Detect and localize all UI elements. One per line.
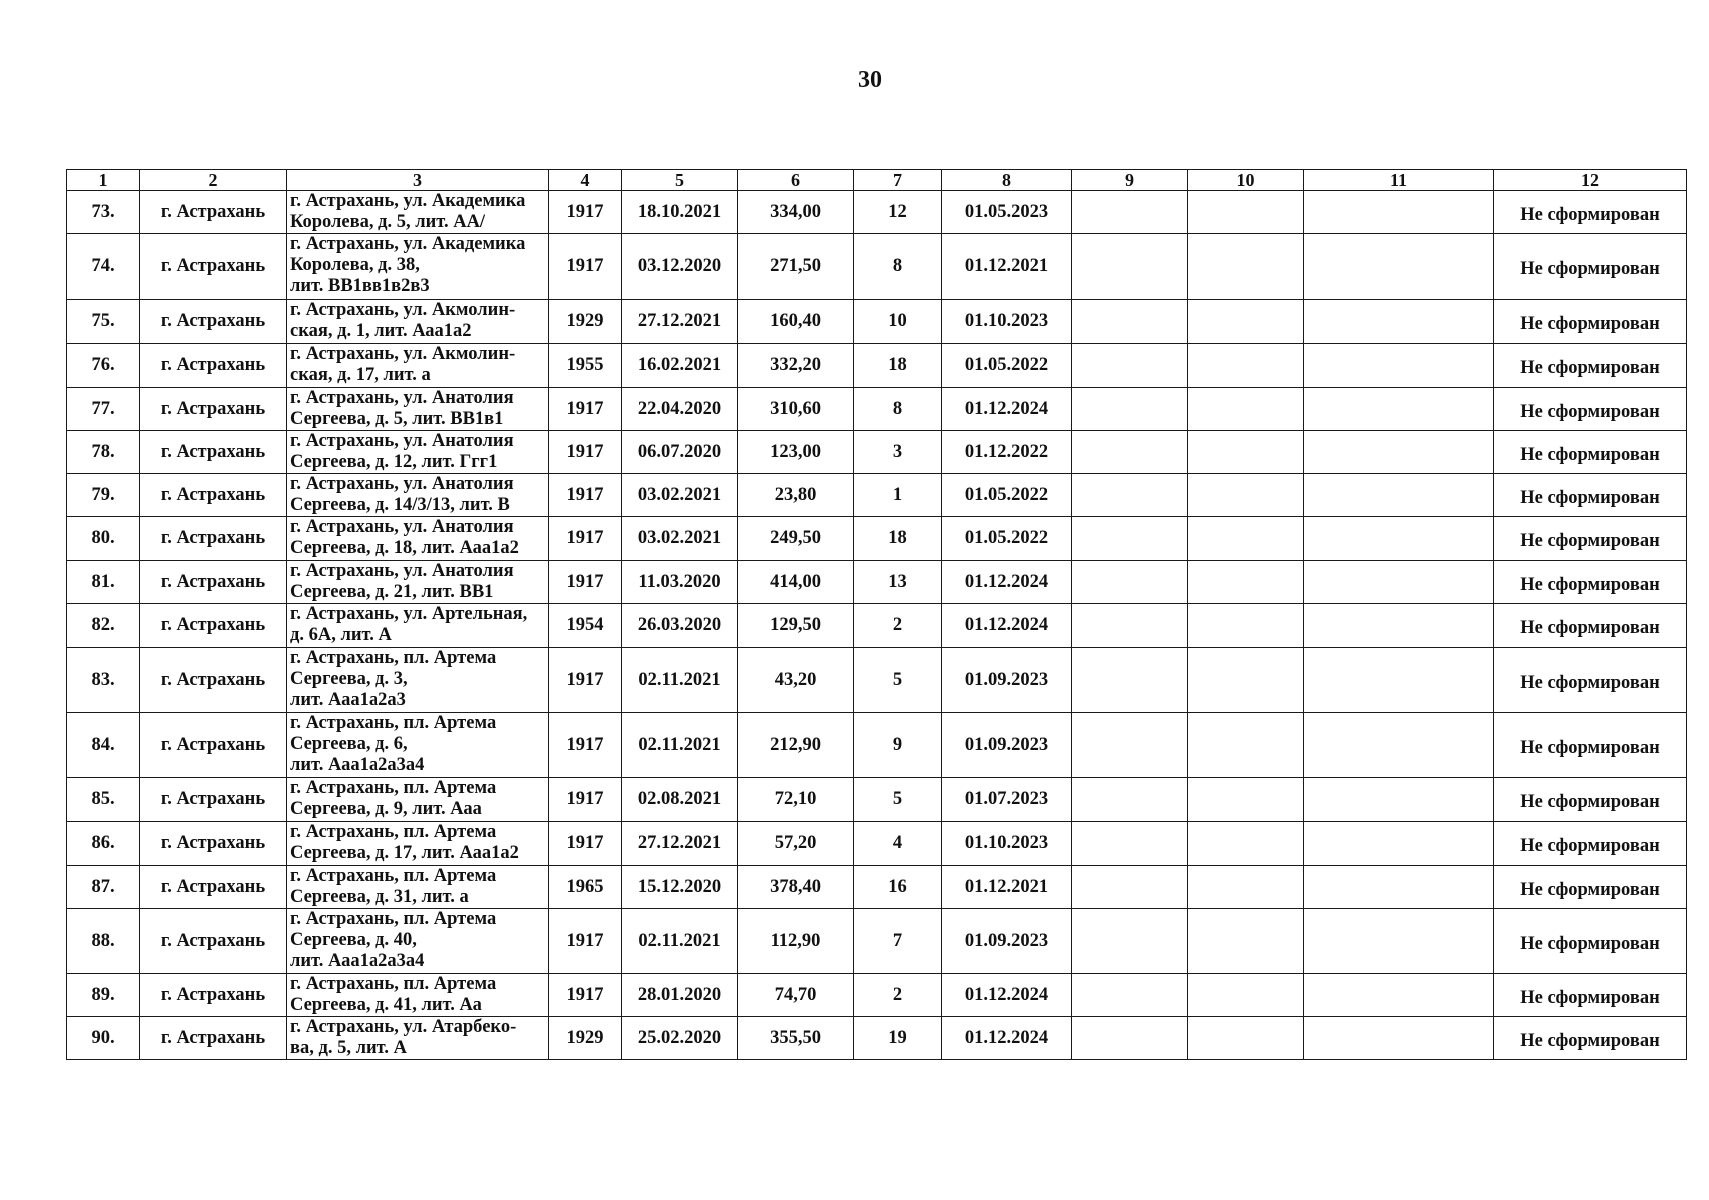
year-cell: 1917	[549, 778, 622, 822]
status-cell: Не сформирован	[1494, 1017, 1687, 1060]
address-cell: г. Астрахань, ул. Акмолин- ская, д. 1, лит. Ааа1а2	[287, 300, 549, 344]
city-cell: г. Астрахань	[140, 909, 287, 974]
area-cell: 378,40	[738, 866, 854, 909]
address-cell: г. Астрахань, пл. Артема Сергеева, д. 6, лит. Ааа1а2а3а4	[287, 713, 549, 778]
date-cell: 03.02.2021	[622, 517, 738, 561]
area-cell: 355,50	[738, 1017, 854, 1060]
column-11-cell	[1304, 561, 1494, 604]
address-cell: г. Астрахань, ул. Анатолия Сергеева, д. 18, лит. Ааа1а2	[287, 517, 549, 561]
row-number: 74.	[67, 234, 140, 300]
column-10-cell	[1188, 713, 1304, 778]
column-9-cell	[1072, 561, 1188, 604]
year-cell: 1917	[549, 234, 622, 300]
deadline-cell: 01.12.2024	[942, 561, 1072, 604]
address-cell: г. Астрахань, ул. Акмолин- ская, д. 17, лит. а	[287, 344, 549, 388]
column-9-cell	[1072, 344, 1188, 388]
column-9-cell	[1072, 517, 1188, 561]
table-row	[67, 388, 1687, 431]
city-cell: г. Астрахань	[140, 974, 287, 1017]
row-number: 88.	[67, 909, 140, 974]
row-number: 87.	[67, 866, 140, 909]
column-10-cell	[1188, 604, 1304, 648]
table-row	[67, 974, 1687, 1017]
column-10-cell	[1188, 778, 1304, 822]
status-cell: Не сформирован	[1494, 974, 1687, 1017]
date-cell: 02.11.2021	[622, 648, 738, 713]
address-cell: г. Астрахань, ул. Анатолия Сергеева, д. 14/3/13, лит. В	[287, 474, 549, 517]
date-cell: 28.01.2020	[622, 974, 738, 1017]
year-cell: 1917	[549, 909, 622, 974]
city-cell: г. Астрахань	[140, 561, 287, 604]
column-10-cell	[1188, 561, 1304, 604]
city-cell: г. Астрахань	[140, 191, 287, 234]
address-cell: г. Астрахань, пл. Артема Сергеева, д. 3, лит. Ааа1а2а3	[287, 648, 549, 713]
table-row	[67, 300, 1687, 344]
city-cell: г. Астрахань	[140, 388, 287, 431]
column-10-cell	[1188, 648, 1304, 713]
column-11-cell	[1304, 234, 1494, 300]
city-cell: г. Астрахань	[140, 344, 287, 388]
status-cell: Не сформирован	[1494, 866, 1687, 909]
column-10-cell	[1188, 234, 1304, 300]
area-cell: 129,50	[738, 604, 854, 648]
year-cell: 1917	[549, 974, 622, 1017]
deadline-cell: 01.12.2022	[942, 431, 1072, 474]
status-cell: Не сформирован	[1494, 604, 1687, 648]
row-number: 81.	[67, 561, 140, 604]
row-number: 89.	[67, 974, 140, 1017]
count-cell: 10	[854, 300, 942, 344]
column-9-cell	[1072, 713, 1188, 778]
status-cell: Не сформирован	[1494, 713, 1687, 778]
registry-body	[67, 191, 1687, 1060]
city-cell: г. Астрахань	[140, 866, 287, 909]
deadline-cell: 01.12.2024	[942, 974, 1072, 1017]
row-number: 84.	[67, 713, 140, 778]
date-cell: 02.11.2021	[622, 909, 738, 974]
column-9-cell	[1072, 822, 1188, 866]
table-row	[67, 778, 1687, 822]
date-cell: 16.02.2021	[622, 344, 738, 388]
date-cell: 03.12.2020	[622, 234, 738, 300]
city-cell: г. Астрахань	[140, 474, 287, 517]
column-header: 11	[1304, 170, 1494, 191]
address-cell: г. Астрахань, ул. Артельная, д. 6А, лит. А	[287, 604, 549, 648]
column-header: 12	[1494, 170, 1687, 191]
table-row	[67, 822, 1687, 866]
deadline-cell: 01.05.2022	[942, 474, 1072, 517]
row-number: 80.	[67, 517, 140, 561]
count-cell: 12	[854, 191, 942, 234]
city-cell: г. Астрахань	[140, 300, 287, 344]
date-cell: 02.08.2021	[622, 778, 738, 822]
count-cell: 13	[854, 561, 942, 604]
address-cell: г. Астрахань, ул. Атарбеко- ва, д. 5, лит. А	[287, 1017, 549, 1060]
row-number: 76.	[67, 344, 140, 388]
column-11-cell	[1304, 909, 1494, 974]
year-cell: 1965	[549, 866, 622, 909]
deadline-cell: 01.12.2021	[942, 234, 1072, 300]
deadline-cell: 01.12.2024	[942, 1017, 1072, 1060]
date-cell: 18.10.2021	[622, 191, 738, 234]
year-cell: 1917	[549, 191, 622, 234]
table-row	[67, 648, 1687, 713]
address-cell: г. Астрахань, пл. Артема Сергеева, д. 31, лит. а	[287, 866, 549, 909]
status-cell: Не сформирован	[1494, 300, 1687, 344]
column-9-cell	[1072, 648, 1188, 713]
area-cell: 249,50	[738, 517, 854, 561]
area-cell: 271,50	[738, 234, 854, 300]
row-number: 78.	[67, 431, 140, 474]
city-cell: г. Астрахань	[140, 1017, 287, 1060]
address-cell: г. Астрахань, ул. Академика Королева, д. 38, лит. ВВ1вв1в2в3	[287, 234, 549, 300]
column-10-cell	[1188, 822, 1304, 866]
column-9-cell	[1072, 604, 1188, 648]
table-row	[67, 561, 1687, 604]
column-11-cell	[1304, 474, 1494, 517]
year-cell: 1917	[549, 388, 622, 431]
date-cell: 11.03.2020	[622, 561, 738, 604]
column-10-cell	[1188, 1017, 1304, 1060]
status-cell: Не сформирован	[1494, 344, 1687, 388]
row-number: 75.	[67, 300, 140, 344]
row-number: 83.	[67, 648, 140, 713]
area-cell: 23,80	[738, 474, 854, 517]
status-cell: Не сформирован	[1494, 431, 1687, 474]
column-11-cell	[1304, 974, 1494, 1017]
status-cell: Не сформирован	[1494, 822, 1687, 866]
column-9-cell	[1072, 974, 1188, 1017]
deadline-cell: 01.05.2022	[942, 517, 1072, 561]
address-cell: г. Астрахань, ул. Академика Королева, д. 5, лит. АА/	[287, 191, 549, 234]
date-cell: 02.11.2021	[622, 713, 738, 778]
table-row	[67, 474, 1687, 517]
address-cell: г. Астрахань, пл. Артема Сергеева, д. 40, лит. Ааа1а2а3а4	[287, 909, 549, 974]
column-9-cell	[1072, 431, 1188, 474]
status-cell: Не сформирован	[1494, 561, 1687, 604]
date-cell: 06.07.2020	[622, 431, 738, 474]
date-cell: 03.02.2021	[622, 474, 738, 517]
year-cell: 1954	[549, 604, 622, 648]
column-11-cell	[1304, 517, 1494, 561]
count-cell: 5	[854, 648, 942, 713]
column-11-cell	[1304, 344, 1494, 388]
address-cell: г. Астрахань, пл. Артема Сергеева, д. 41, лит. Аа	[287, 974, 549, 1017]
row-number: 73.	[67, 191, 140, 234]
deadline-cell: 01.07.2023	[942, 778, 1072, 822]
count-cell: 3	[854, 431, 942, 474]
address-cell: г. Астрахань, ул. Анатолия Сергеева, д. 5, лит. ВВ1в1	[287, 388, 549, 431]
city-cell: г. Астрахань	[140, 648, 287, 713]
date-cell: 15.12.2020	[622, 866, 738, 909]
column-10-cell	[1188, 431, 1304, 474]
column-header: 4	[549, 170, 622, 191]
page-number: 30	[858, 67, 882, 93]
column-header: 9	[1072, 170, 1188, 191]
column-header: 7	[854, 170, 942, 191]
deadline-cell: 01.12.2024	[942, 388, 1072, 431]
year-cell: 1955	[549, 344, 622, 388]
city-cell: г. Астрахань	[140, 517, 287, 561]
column-10-cell	[1188, 344, 1304, 388]
city-cell: г. Астрахань	[140, 234, 287, 300]
table-row	[67, 604, 1687, 648]
column-11-cell	[1304, 822, 1494, 866]
column-9-cell	[1072, 300, 1188, 344]
date-cell: 22.04.2020	[622, 388, 738, 431]
column-header: 3	[287, 170, 549, 191]
table-row	[67, 713, 1687, 778]
table-row	[67, 517, 1687, 561]
deadline-cell: 01.10.2023	[942, 822, 1072, 866]
area-cell: 123,00	[738, 431, 854, 474]
deadline-cell: 01.10.2023	[942, 300, 1072, 344]
column-9-cell	[1072, 866, 1188, 909]
date-cell: 27.12.2021	[622, 822, 738, 866]
table-row	[67, 1017, 1687, 1060]
row-number: 79.	[67, 474, 140, 517]
count-cell: 8	[854, 388, 942, 431]
row-number: 82.	[67, 604, 140, 648]
column-header: 6	[738, 170, 854, 191]
count-cell: 19	[854, 1017, 942, 1060]
status-cell: Не сформирован	[1494, 648, 1687, 713]
count-cell: 2	[854, 604, 942, 648]
area-cell: 74,70	[738, 974, 854, 1017]
year-cell: 1929	[549, 1017, 622, 1060]
area-cell: 334,00	[738, 191, 854, 234]
count-cell: 18	[854, 517, 942, 561]
row-number: 86.	[67, 822, 140, 866]
column-header: 8	[942, 170, 1072, 191]
row-number: 90.	[67, 1017, 140, 1060]
column-number-row	[67, 170, 1687, 191]
address-cell: г. Астрахань, пл. Артема Сергеева, д. 9, лит. Ааа	[287, 778, 549, 822]
year-cell: 1917	[549, 561, 622, 604]
status-cell: Не сформирован	[1494, 778, 1687, 822]
count-cell: 5	[854, 778, 942, 822]
area-cell: 414,00	[738, 561, 854, 604]
table-row	[67, 431, 1687, 474]
area-cell: 112,90	[738, 909, 854, 974]
column-11-cell	[1304, 778, 1494, 822]
column-11-cell	[1304, 300, 1494, 344]
column-header: 2	[140, 170, 287, 191]
table-row	[67, 866, 1687, 909]
status-cell: Не сформирован	[1494, 474, 1687, 517]
count-cell: 9	[854, 713, 942, 778]
area-cell: 43,20	[738, 648, 854, 713]
column-10-cell	[1188, 909, 1304, 974]
table-row	[67, 344, 1687, 388]
year-cell: 1917	[549, 648, 622, 713]
column-9-cell	[1072, 474, 1188, 517]
column-11-cell	[1304, 604, 1494, 648]
year-cell: 1929	[549, 300, 622, 344]
count-cell: 18	[854, 344, 942, 388]
area-cell: 332,20	[738, 344, 854, 388]
column-11-cell	[1304, 866, 1494, 909]
table-row	[67, 191, 1687, 234]
city-cell: г. Астрахань	[140, 713, 287, 778]
column-header: 10	[1188, 170, 1304, 191]
year-cell: 1917	[549, 713, 622, 778]
address-cell: г. Астрахань, ул. Анатолия Сергеева, д. 12, лит. Ггг1	[287, 431, 549, 474]
year-cell: 1917	[549, 517, 622, 561]
count-cell: 1	[854, 474, 942, 517]
address-cell: г. Астрахань, пл. Артема Сергеева, д. 17, лит. Ааа1а2	[287, 822, 549, 866]
column-9-cell	[1072, 778, 1188, 822]
deadline-cell: 01.09.2023	[942, 648, 1072, 713]
city-cell: г. Астрахань	[140, 431, 287, 474]
count-cell: 7	[854, 909, 942, 974]
city-cell: г. Астрахань	[140, 822, 287, 866]
year-cell: 1917	[549, 431, 622, 474]
area-cell: 212,90	[738, 713, 854, 778]
count-cell: 4	[854, 822, 942, 866]
column-10-cell	[1188, 474, 1304, 517]
column-9-cell	[1072, 234, 1188, 300]
status-cell: Не сформирован	[1494, 191, 1687, 234]
status-cell: Не сформирован	[1494, 388, 1687, 431]
column-10-cell	[1188, 974, 1304, 1017]
date-cell: 26.03.2020	[622, 604, 738, 648]
row-number: 77.	[67, 388, 140, 431]
status-cell: Не сформирован	[1494, 909, 1687, 974]
registry-table	[66, 169, 1687, 1060]
column-10-cell	[1188, 388, 1304, 431]
row-number: 85.	[67, 778, 140, 822]
column-11-cell	[1304, 1017, 1494, 1060]
table-row	[67, 909, 1687, 974]
count-cell: 16	[854, 866, 942, 909]
column-header: 1	[67, 170, 140, 191]
column-11-cell	[1304, 191, 1494, 234]
deadline-cell: 01.05.2022	[942, 344, 1072, 388]
year-cell: 1917	[549, 822, 622, 866]
city-cell: г. Астрахань	[140, 604, 287, 648]
city-cell: г. Астрахань	[140, 778, 287, 822]
address-cell: г. Астрахань, ул. Анатолия Сергеева, д. 21, лит. ВВ1	[287, 561, 549, 604]
column-11-cell	[1304, 648, 1494, 713]
area-cell: 72,10	[738, 778, 854, 822]
count-cell: 8	[854, 234, 942, 300]
date-cell: 25.02.2020	[622, 1017, 738, 1060]
column-header: 5	[622, 170, 738, 191]
column-9-cell	[1072, 1017, 1188, 1060]
area-cell: 57,20	[738, 822, 854, 866]
deadline-cell: 01.09.2023	[942, 713, 1072, 778]
deadline-cell: 01.09.2023	[942, 909, 1072, 974]
column-11-cell	[1304, 388, 1494, 431]
area-cell: 160,40	[738, 300, 854, 344]
column-10-cell	[1188, 517, 1304, 561]
year-cell: 1917	[549, 474, 622, 517]
column-9-cell	[1072, 388, 1188, 431]
column-9-cell	[1072, 909, 1188, 974]
status-cell: Не сформирован	[1494, 517, 1687, 561]
area-cell: 310,60	[738, 388, 854, 431]
deadline-cell: 01.12.2024	[942, 604, 1072, 648]
table-row	[67, 234, 1687, 300]
status-cell: Не сформирован	[1494, 234, 1687, 300]
deadline-cell: 01.05.2023	[942, 191, 1072, 234]
deadline-cell: 01.12.2021	[942, 866, 1072, 909]
column-11-cell	[1304, 431, 1494, 474]
date-cell: 27.12.2021	[622, 300, 738, 344]
count-cell: 2	[854, 974, 942, 1017]
column-10-cell	[1188, 866, 1304, 909]
column-10-cell	[1188, 300, 1304, 344]
column-10-cell	[1188, 191, 1304, 234]
column-11-cell	[1304, 713, 1494, 778]
column-9-cell	[1072, 191, 1188, 234]
